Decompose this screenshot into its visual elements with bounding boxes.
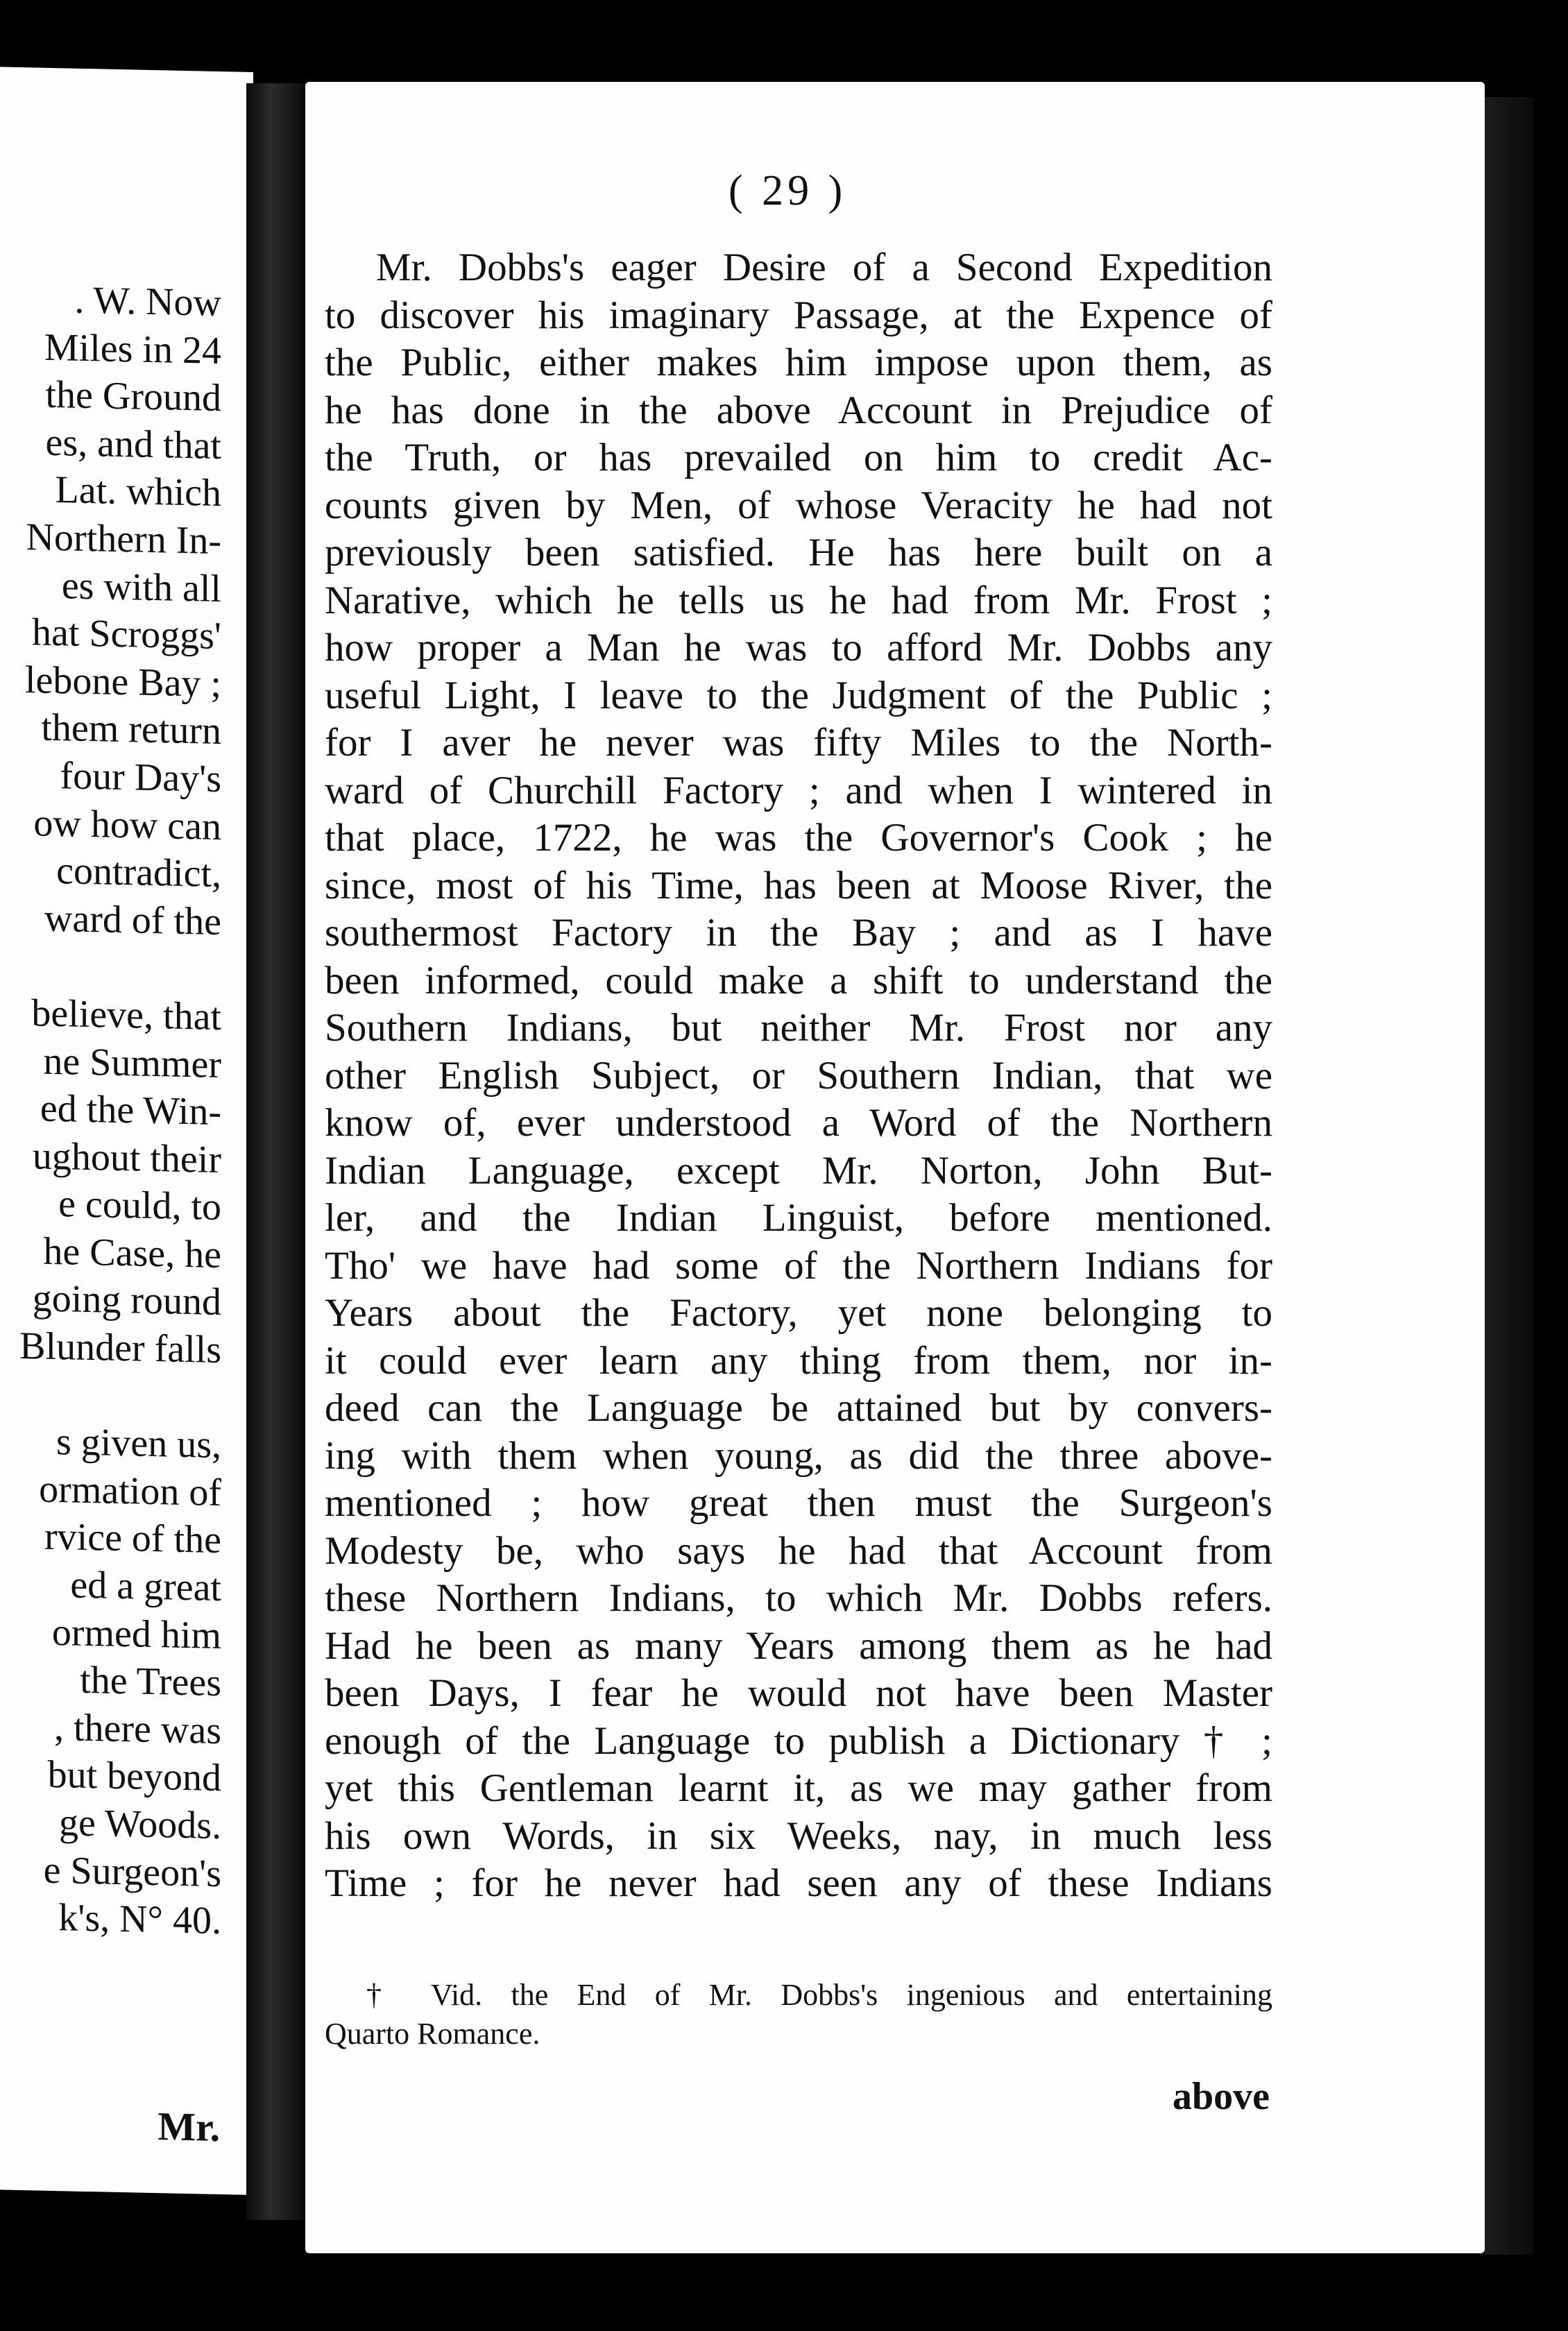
text-line: the Truth, or has prevailed on him to credit Ac- xyxy=(325,436,1272,479)
page-edge xyxy=(1485,97,1533,2255)
page-number: ( 29 ) xyxy=(728,167,847,214)
facing-page-line: , there was xyxy=(53,1705,221,1752)
text-line: useful Light, I leave to the Judgment of the Public ; xyxy=(325,673,1272,717)
facing-page-line: ne Summer xyxy=(43,1039,221,1086)
text-line: southermost Factory in the Bay ; and as I have xyxy=(325,911,1272,955)
facing-page-line: ormation of xyxy=(39,1467,221,1514)
facing-page-line: contradict, xyxy=(56,849,221,896)
text-line: since, most of his Time, has been at Moose River, the xyxy=(325,863,1272,907)
text-line: Years about the Factory, yet none belonging to xyxy=(325,1291,1272,1335)
facing-page-line: the Ground xyxy=(45,373,221,420)
facing-page-line: es, and that xyxy=(45,420,221,468)
text-line: Narative, which he tells us he had from Mr. Frost ; xyxy=(325,578,1272,622)
facing-page xyxy=(0,67,253,2195)
text-line: Tho' we have had some of the Northern Indians for xyxy=(325,1243,1272,1288)
text-line: enough of the Language to publish a Dictionary † ; xyxy=(325,1718,1272,1763)
facing-page-catchword: Mr. xyxy=(157,2103,220,2151)
footnote-line: Quarto Romance. xyxy=(325,2017,540,2051)
text-line: for I aver he never was fifty Miles to the North- xyxy=(325,721,1272,765)
text-line: the Public, either makes him impose upon them, as xyxy=(325,341,1272,384)
footnote-line: † Vid. the End of Mr. Dobbs's ingenious and entertaining xyxy=(366,1978,1272,2012)
facing-page-line: them return xyxy=(41,706,221,753)
facing-page-line: lebone Bay ; xyxy=(24,658,221,706)
text-line: ward of Churchill Factory ; and when I wintered in xyxy=(325,768,1272,812)
text-line: ler, and the Indian Linguist, before mentioned. xyxy=(325,1196,1272,1240)
facing-page-line: Lat. which xyxy=(55,468,221,515)
facing-page-line: ed the Win- xyxy=(40,1086,221,1134)
text-line: ing with them when young, as did the three above- xyxy=(325,1433,1272,1478)
text-line: Indian Language, except Mr. Norton, John But- xyxy=(325,1148,1272,1193)
facing-page-line xyxy=(0,938,221,993)
facing-page-text xyxy=(0,272,221,1945)
facing-page-line: ormed him xyxy=(51,1610,221,1657)
text-line: he has done in the above Account in Prejudice of xyxy=(325,388,1272,432)
text-line: yet this Gentleman learnt it, as we may gather from xyxy=(325,1766,1272,1810)
facing-page-line: ughout their xyxy=(32,1134,221,1181)
text-line: how proper a Man he was to afford Mr. Dobbs any xyxy=(325,626,1272,669)
facing-page-line: Blunder falls xyxy=(19,1324,221,1372)
facing-page-line: hat Scroggs' xyxy=(32,610,221,658)
text-line: been informed, could make a shift to understand the xyxy=(325,958,1272,1002)
text-line: Had he been as many Years among them as he had xyxy=(325,1623,1272,1668)
facing-page-line: es with all xyxy=(61,563,221,610)
facing-page-line: e Surgeon's xyxy=(43,1848,221,1895)
text-line: been Days, I fear he would not have been Master xyxy=(325,1671,1272,1715)
body-text xyxy=(325,244,1272,1908)
text-line: his own Words, in six Weeks, nay, in much less xyxy=(325,1813,1272,1858)
facing-page-line: the Trees xyxy=(80,1659,221,1705)
facing-page-line: but beyond xyxy=(47,1753,221,1800)
facing-page-line: ge Woods. xyxy=(58,1801,221,1848)
text-line: Mr. Dobbs's eager Desire of a Second Expedition xyxy=(376,246,1272,289)
text-line: other English Subject, or Southern Indian, that we xyxy=(325,1053,1272,1098)
text-line: it could ever learn any thing from them, nor in- xyxy=(325,1338,1272,1383)
text-line: previously been satisfied. He has here built on a xyxy=(325,531,1272,574)
footnote xyxy=(325,1976,1272,2054)
text-line: Time ; for he never had seen any of these Indians xyxy=(325,1861,1272,1905)
text-line: counts given by Men, of whose Veracity he had not xyxy=(325,483,1272,527)
text-line: Modesty be, who says he had that Account from xyxy=(325,1528,1272,1573)
facing-page-line: ed a great xyxy=(70,1563,221,1610)
text-line: to discover his imaginary Passage, at the Expence of xyxy=(325,293,1272,337)
catchword: above xyxy=(1173,2075,1270,2118)
book-gutter xyxy=(246,83,309,2220)
facing-page-line: he Case, he xyxy=(43,1229,221,1276)
facing-page-line: rvice of the xyxy=(44,1515,221,1562)
facing-page-line: e could, to xyxy=(58,1182,221,1229)
facing-page-line: s given us, xyxy=(56,1420,221,1467)
facing-page-line: ow how can xyxy=(33,801,221,848)
text-line: know of, ever understood a Word of the Northern xyxy=(325,1101,1272,1145)
facing-page-line: . W. Now xyxy=(74,278,221,325)
facing-page-line: Miles in 24 xyxy=(44,325,221,373)
text-line: that place, 1722, he was the Governor's Cook ; he xyxy=(325,816,1272,860)
facing-page-line: Northern In- xyxy=(26,515,221,563)
text-line: these Northern Indians, to which Mr. Dobbs refers. xyxy=(325,1576,1272,1620)
facing-page-line: ward of the xyxy=(44,896,221,944)
facing-page-line: four Day's xyxy=(60,754,221,801)
facing-page-line: believe, that xyxy=(31,991,221,1039)
text-line: mentioned ; how great then must the Surgeon's xyxy=(325,1481,1272,1525)
facing-page-line: k's, N° 40. xyxy=(58,1896,221,1943)
text-line: deed can the Language be attained but by convers- xyxy=(325,1386,1272,1430)
facing-page-line xyxy=(0,1367,221,1421)
text-line: Southern Indians, but neither Mr. Frost nor any xyxy=(325,1006,1272,1050)
facing-page-line: going round xyxy=(32,1276,221,1324)
